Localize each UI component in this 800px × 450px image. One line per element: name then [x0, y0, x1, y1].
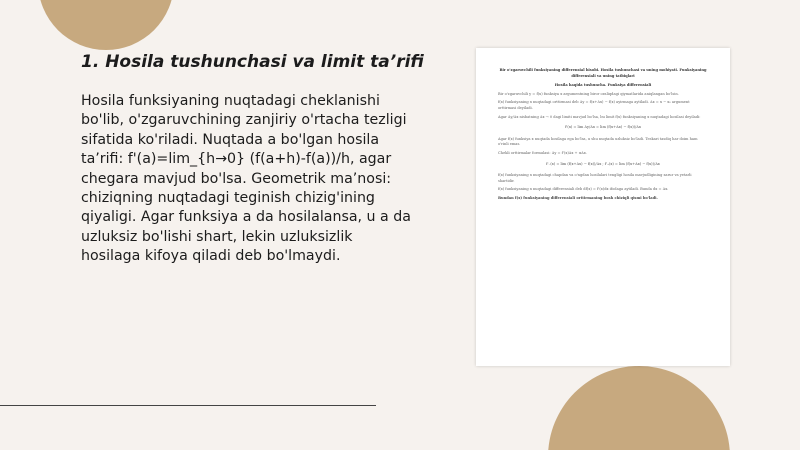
document-subtitle: Hosila haqida tushuncha. Funksiya differensiali	[554, 83, 652, 88]
document-title: Bir o'zgaruvchili funksiyaning differensial hisobi. Hosila tushunchasi va uning mohiyati. Funksiyaning differensiali va uning tatbiqlari	[499, 68, 707, 78]
document-paragraph: Agar Δy/Δx nisbatning Δx → 0 dagi limiti mavjud bo'lsa, bu limit f(x) funksiyaning x nuqtadagi hosilasi deyiladi:	[498, 114, 701, 119]
document-paragraph: f(x) funksiyaning x nuqtadagi differensiali deb df(x) = f'(x)dx ifodaga aytiladi. Bunda dx = Δx.	[498, 187, 669, 192]
document-formula: f'₋(x) = lim (f(x+Δx) − f(x))/Δx ; f'₊(x) = lim (f(x+Δx) − f(x))/Δx	[546, 161, 660, 166]
document-paragraph: f(x) funksiyaning x nuqtadagi chapdan va o'ngdan hosilalari tengligi hosila mavjudligining zarur va yetarli shartidir.	[498, 173, 692, 183]
document-paragraph: Agar f(x) funksiya x nuqtada hosilaga ega bo'lsa, u shu nuqtada uzluksiz bo'ladi. Teskari tasdiq har doim ham o'rinli emas.	[498, 136, 698, 147]
document-thumbnail	[476, 48, 730, 366]
document-formula: f'(x) = lim Δy/Δx = lim (f(x+Δx) − f(x))/Δx	[565, 125, 641, 130]
document-paragraph: f(x) funksiyaning x nuqtadagi orttirmasi deb Δy = f(x+Δx) − f(x) ayirmaga aytiladi. Δx = x − x₀ argument orttirmasi deyiladi.	[498, 100, 690, 110]
decorative-circle-bottom	[548, 366, 730, 450]
divider-line	[0, 405, 376, 406]
document-paragraph: Bundan f(x) funksiyaning differensiali orttirmaning bosh chiziqli qismi bo'ladi.	[498, 195, 658, 200]
decorative-circle-top	[38, 0, 174, 50]
document-paragraph: Bir o'zgaruvchili y = f(x) funksiya x argumentning biror oraliqdagi qiymatlarida aniqlangan bo'lsin.	[498, 91, 679, 96]
slide-title: 1. Hosila tushunchasi va limit ta’rifi	[81, 52, 424, 72]
slide-body-text: Hosila funksiyaning nuqtadagi cheklanishi bo'lib, o'zgaruvchining zanjiriy o'rtacha tezligi sifatida ko'riladi. Nuqtada a bo'lgan hosila ta’rifi: f'(a)=lim_{h→0} (f(a+h)-f(a))/h, agar chegara mavjud bo'lsa. Geometrik ma’nosi: chiziqning nuqtadagi teginish chizig'ining qiyaligi. Agar funksiya a da hosilalansa, u a da uzluksiz bo'lishi shart, lekin uzluksizlik hosilaga kifoya qiladi deb bo'lmaydi.	[81, 93, 411, 265]
document-paragraph: Chekli orttirmalar formulasi: Δy = f'(x)Δx + αΔx.	[498, 150, 587, 155]
